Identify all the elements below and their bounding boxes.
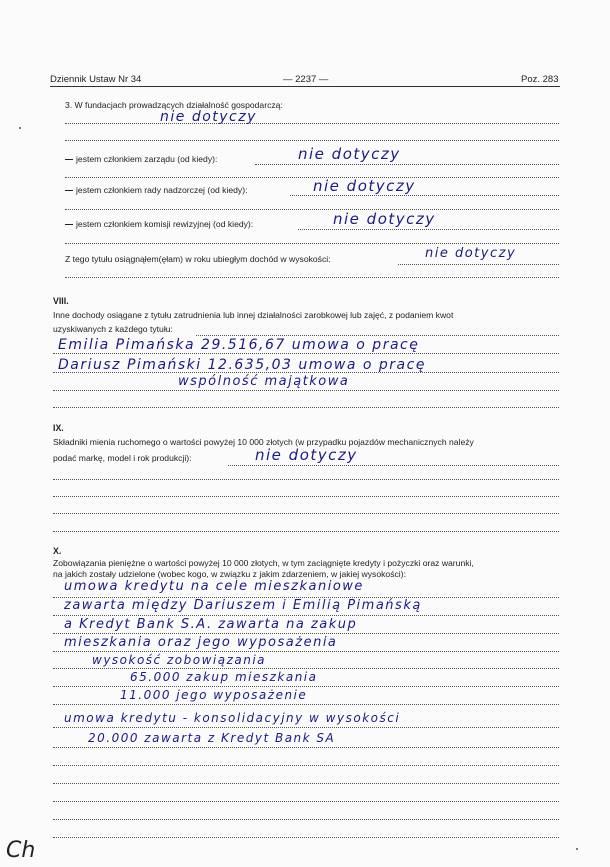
section9-text-line1: Składniki mienia ruchomego o wartości powyżej 10 000 złotych (w przypadku pojazdów mechanicznych należy — [53, 437, 474, 447]
komisja-value: nie dotyczy — [333, 210, 436, 228]
section8-text-line1: Inne dochody osiągane z tytułu zatrudnienia lub innej działalności zarobkowej lub zajęć, z podaniem kwot — [53, 310, 454, 320]
answer-line — [53, 389, 559, 391]
section9-answer: nie dotyczy — [255, 446, 358, 464]
answer-line — [53, 726, 559, 728]
signature-initials: Ch — [6, 838, 36, 863]
answer-line — [53, 685, 559, 687]
answer-line — [53, 836, 559, 838]
answer-line — [290, 194, 559, 196]
bullet-dash — [65, 190, 73, 191]
answer-line — [65, 276, 559, 278]
komisja-row — [65, 219, 253, 230]
answer-line — [65, 176, 559, 178]
scan-mark — [576, 848, 578, 850]
zarzad-value: nie dotyczy — [298, 145, 401, 163]
rada-value: nie dotyczy — [313, 177, 416, 195]
answer-line — [53, 800, 559, 802]
section10-hw-line9: 20.000 zawarta z Kredyt Bank SA — [88, 731, 336, 745]
section9-text-line2: podać markę, model i rok produkcji): — [53, 453, 192, 463]
answer-line — [65, 122, 559, 124]
answer-line — [398, 263, 559, 265]
section10-hw-line3: a Kredyt Bank S.A. zawarta na zakup — [64, 617, 358, 632]
section8-hw-line1: Emilia Pimańska 29.516,67 umowa o pracę — [58, 337, 420, 353]
answer-line — [53, 530, 559, 532]
section10-hw-line4: mieszkania oraz jego wyposażenia — [64, 635, 338, 650]
section3-title: 3. W fundacjach prowadzących działalność gospodarczą: — [65, 100, 283, 110]
answer-line — [53, 703, 559, 705]
zarzad-label: jestem członkiem zarządu (od kiedy): — [76, 154, 218, 164]
answer-line — [53, 818, 559, 820]
section8-text-line2: uzyskiwanych z każdego tytułu: — [53, 324, 173, 334]
answer-line — [53, 614, 559, 616]
section10-text-line2: na jakich zostały udzielone (wobec kogo, w związku z jakim zdarzeniem, w jakiej wysokości): — [53, 569, 406, 579]
komisja-label: jestem członkiem komisji rewizyjnej (od kiedy): — [76, 219, 254, 229]
section8-number: VIII. — [53, 296, 69, 306]
section3-answer: nie dotyczy — [160, 109, 257, 125]
answer-line — [53, 495, 559, 497]
section10-text-line1: Zobowiązania pieniężne o wartości powyżej 10 000 złotych, w tym zaciągnięte kredyty i pożyczki oraz warunki, — [53, 558, 474, 568]
answer-line — [53, 764, 559, 766]
answer-line — [53, 650, 559, 652]
answer-line — [298, 228, 559, 230]
answer-line — [65, 242, 559, 244]
section10-hw-line8: umowa kredytu - konsolidacyjny w wysokości — [64, 711, 401, 725]
answer-line — [53, 478, 559, 480]
header-rule — [50, 86, 560, 87]
section8-hw-line2: Dariusz Pimański 12.635,03 umowa o pracę — [58, 357, 426, 373]
answer-line — [196, 334, 559, 336]
section8-hw-line3: wspólność majątkowa — [178, 374, 350, 389]
journal-name: Dziennik Ustaw Nr 34 — [50, 74, 142, 85]
answer-line — [53, 632, 559, 634]
section9-number: IX. — [53, 423, 64, 433]
answer-line — [53, 371, 559, 373]
section10-hw-line1: umowa kredytu na cele mieszkaniowe — [64, 579, 364, 594]
answer-line — [255, 163, 559, 165]
answer-line — [53, 352, 559, 354]
scan-mark — [19, 127, 21, 129]
answer-line — [65, 139, 559, 141]
section10-number: X. — [53, 546, 62, 556]
rada-label: jestem członkiem rady nadzorczej (od kiedy): — [76, 185, 248, 195]
page-number: — 2237 — — [283, 74, 329, 85]
section10-hw-line2: zawarta między Dariuszem i Emilią Pimańską — [64, 598, 422, 613]
rada-row — [65, 185, 247, 196]
zarzad-row — [65, 154, 217, 165]
answer-line — [53, 512, 559, 514]
section10-hw-line7: 11.000 jego wyposażenie — [120, 688, 308, 702]
answer-line — [228, 464, 559, 466]
dochod-label: Z tego tytułu osiągnąłem(ęłam) w roku ubiegłym dochód w wysokości: — [65, 254, 331, 264]
bullet-dash — [65, 224, 73, 225]
answer-line — [53, 782, 559, 784]
bullet-dash — [65, 159, 73, 160]
answer-line — [53, 667, 559, 669]
section10-hw-line6: 65.000 zakup mieszkania — [130, 670, 318, 684]
answer-line — [53, 406, 559, 408]
answer-line — [65, 208, 559, 210]
dochod-value: nie dotyczy — [425, 246, 517, 261]
section10-hw-line5: wysokość zobowiązania — [92, 653, 267, 667]
position-number: Poz. 283 — [521, 74, 559, 85]
answer-line — [53, 746, 559, 748]
